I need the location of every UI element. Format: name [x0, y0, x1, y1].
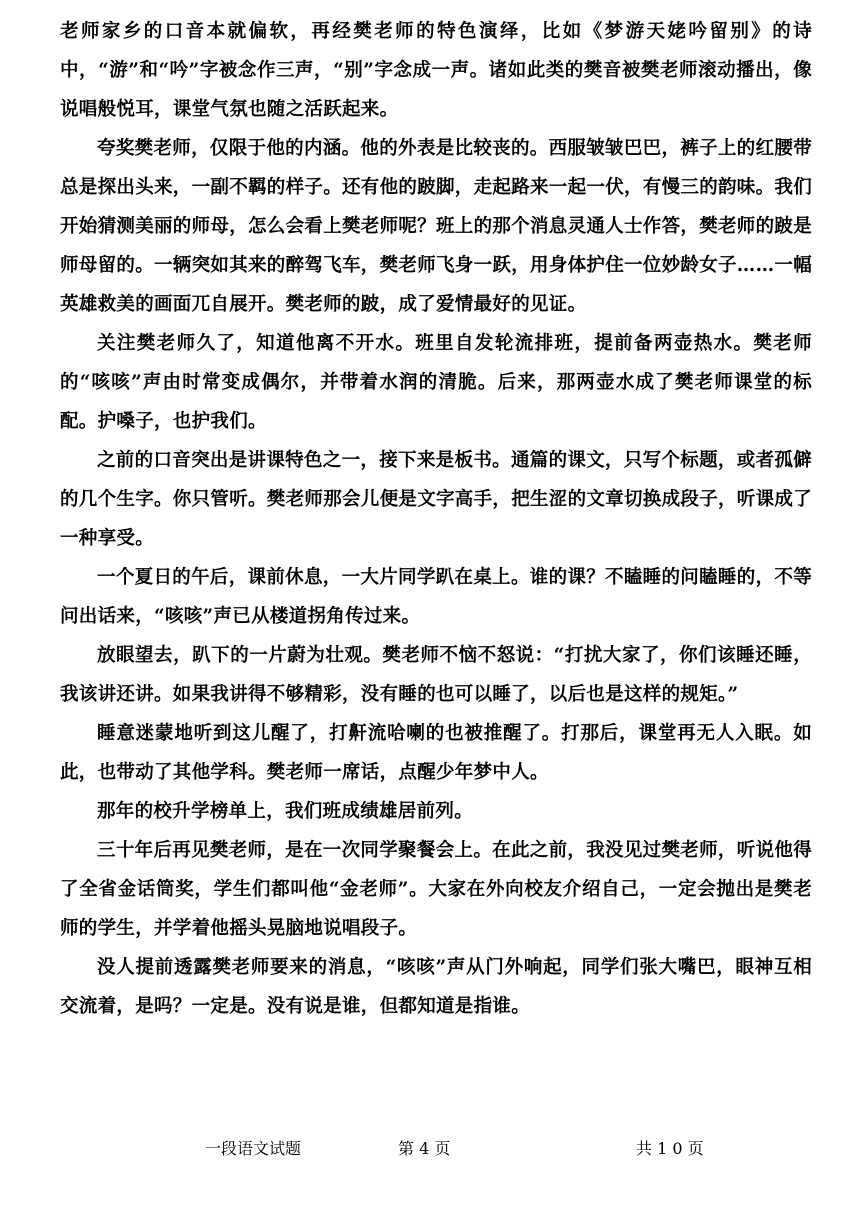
footer-page-number: 第 4 页	[398, 1139, 451, 1158]
paragraph-5: 一个夏日的午后，课前休息，一大片同学趴在桌上。谁的课？不瞌睡的问瞌睡的，不等问出话来，“咳咳”声已从楼道拐角传过来。	[60, 567, 812, 627]
paragraph-9: 三十年后再见樊老师，是在一次同学聚餐会上。在此之前，我没见过樊老师，听说他得了全省金话筒奖，学生们都叫他“金老师”。大家在外向校友介绍自己，一定会抛出是樊老师的学生，并学着他摇头晃脑地说唱段子。	[60, 840, 812, 939]
paragraph-10: 没人提前透露樊老师要来的消息，“咳咳”声从门外响起，同学们张大嘴巴，眼神互相交流着，是吗？一定是。没有说是谁，但都知道是指谁。	[60, 957, 812, 1017]
paragraph-7: 睡意迷蒙地听到这儿醒了，打鼾流哈喇的也被推醒了。打那后，课堂再无人入眠。如此，也带动了其他学科。樊老师一席话，点醒少年梦中人。	[60, 723, 812, 783]
footer-exam-title: 一段语文试题	[205, 1139, 302, 1158]
paragraph-6: 放眼望去，趴下的一片蔚为壮观。樊老师不恼不怒说：“打扰大家了，你们该睡还睡，我该讲还讲。如果我讲得不够精彩，没有睡的也可以睡了，以后也是这样的规矩。”	[60, 645, 812, 705]
paragraph-4: 之前的口音突出是讲课特色之一，接下来是板书。通篇的课文，只写个标题，或者孤僻的几个生字。你只管听。樊老师那会儿便是文字高手，把生涩的文章切换成段子，听课成了一种享受。	[60, 450, 813, 549]
article-body	[60, 12, 812, 1026]
paragraph-3: 关注樊老师久了，知道他离不开水。班里自发轮流排班，提前备两壶热水。樊老师的“咳咳”声由时常变成偶尔，并带着水润的清脆。后来，那两壶水成了樊老师课堂的标配。护嗓子，也护我们。	[60, 333, 812, 432]
paragraph-2: 夸奖樊老师，仅限于他的内涵。他的外表是比较丧的。西服皱皱巴巴，裤子上的红腰带总是探出头来，一副不羁的样子。还有他的跛脚，走起路来一起一伏，有慢三的韵味。我们开始猜测美丽的师母，怎么会看上樊老师呢？班上的那个消息灵通人士作答，樊老师的跛是师母留的。一辆突如其来的醉驾飞车，樊老师飞身一跃，用身体护住一位妙龄女子……一幅英雄救美的画面兀自展开。樊老师的跛，成了爱情最好的见证。	[60, 138, 813, 315]
paragraph-1: 老师家乡的口音本就偏软，再经樊老师的特色演绎，比如《梦游天姥吟留别》的诗中，“游”和“吟”字被念作三声，“别”字念成一声。诸如此类的樊音被樊老师滚动播出，像说唱般悦耳，课堂气氛也随之活跃起来。	[60, 21, 812, 120]
footer-total-pages: 共 1 0 页	[636, 1139, 704, 1158]
page-footer	[0, 1136, 860, 1166]
paragraph-8: 那年的校升学榜单上，我们班成绩雄居前列。	[97, 801, 474, 822]
